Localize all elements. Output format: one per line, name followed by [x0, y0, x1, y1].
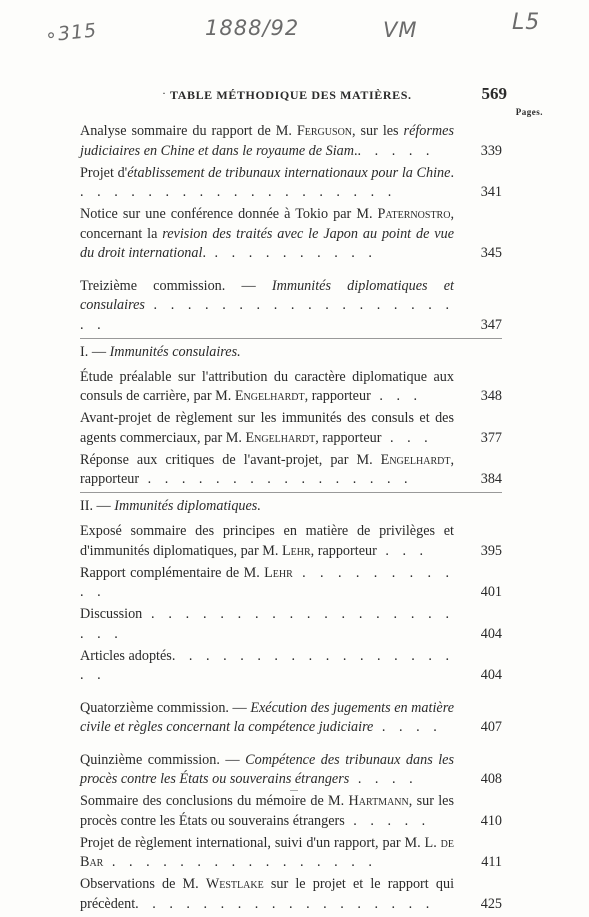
entry-page-number: 401 [480, 584, 502, 600]
entry-text-part: Engelhardt [380, 451, 451, 468]
entry-text [80, 522, 502, 561]
leader-dots: . . . . . . . . . . . . . . . . . . . [80, 647, 455, 683]
entry-page-number: 377 [480, 429, 502, 446]
section-title: Immunités diplomatiques. [114, 498, 261, 514]
entry-text-part: Westlake [205, 876, 264, 892]
toc-entry [80, 205, 502, 264]
entry-text [80, 834, 502, 873]
leader-dots: . . . . . . . . . . [205, 245, 377, 261]
toc-entry [80, 409, 502, 448]
entry-text [80, 792, 502, 831]
running-header [78, 84, 507, 108]
entry-text-part: Analyse sommaire du rapport de M. [80, 123, 297, 139]
toc-entry [80, 834, 502, 873]
leader-dots: . . . . [373, 719, 442, 735]
handwritten-note: VM [383, 18, 418, 42]
entry-text-part: Étude préalable sur l'attribution du caractère diplomatique aux consuls de carrière, par M. [80, 368, 454, 404]
leader-dots: . . . [381, 429, 433, 446]
toc-entry [80, 564, 502, 603]
toc-entry [80, 751, 502, 790]
entry-text-part: Lehr [281, 542, 311, 559]
entry-text-part: Avant-projet de règlement sur les immunités des consuls et des agents commerciaux, par M. [80, 410, 454, 446]
entry-page-number: 425 [480, 895, 502, 912]
entry-text-part: Paternostro [377, 206, 451, 222]
entry-text-part: Observations de M. [80, 876, 206, 892]
section-number: I. — [80, 343, 110, 360]
leader-dots: . . . [370, 388, 423, 404]
entry-text [80, 122, 502, 161]
entry-text-part: Quinzième commission. — [80, 751, 246, 768]
entry-text [80, 564, 502, 603]
entry-text [80, 368, 502, 407]
entry-text-part: Exécution des jugements en matière civile et règles concernant la compétence judiciaire [80, 699, 454, 735]
entry-text-part: réformes judiciaires en Chine et dans le royaume de Siam [80, 123, 454, 159]
entry-page-number: 411 [481, 854, 502, 870]
entry-page-number: 339 [480, 142, 502, 159]
bottom-mark [290, 790, 298, 791]
toc-entry [80, 368, 502, 407]
entry-text-part: Projet d' [80, 164, 128, 181]
entry-text-part: . [353, 142, 358, 159]
entry-text-part: sur le projet et le rapport qui précèdent [80, 876, 455, 912]
handwritten-note: 1888/92 [205, 16, 300, 40]
handwritten-note: ∘315 [43, 19, 99, 47]
toc-entry [80, 522, 502, 561]
entry-text-part: Immunités diplomatiques et consulaires [80, 277, 454, 313]
leader-dots: . . . . . . . . . . . [80, 564, 454, 600]
entry-page-number: 395 [480, 542, 502, 559]
entry-text-part: Discussion [80, 606, 143, 622]
toc-entry [80, 875, 502, 914]
entry-text-part: Réponse aux critiques de l'avant-projet, par M. [80, 451, 381, 468]
entry-page-number: 404 [480, 667, 502, 683]
entry-text [80, 409, 502, 448]
entry-text [80, 605, 502, 644]
section-heading [80, 497, 502, 516]
section-title: Immunités consulaires. [109, 343, 241, 360]
leader-dots: . . . . . . . . . . . . . . . . . . . . . [80, 606, 454, 642]
table-of-contents [80, 122, 502, 917]
entry-text-part: revision des traités avec le Japon au point de vue du droit international [80, 225, 454, 261]
toc-entry [80, 164, 502, 203]
page-number: 569 [481, 84, 507, 103]
leader-dots: . . . . . [357, 142, 435, 159]
entry-page-number: 408 [480, 771, 502, 787]
entry-text [80, 277, 502, 336]
toc-entry [80, 451, 502, 490]
entry-text-part: établissement de tribunaux internationaux pour la Chine [127, 164, 451, 181]
page-title: TABLE MÉTHODIQUE DES MATIÈRES. [170, 88, 412, 102]
entry-text-part: Ferguson [296, 123, 353, 139]
entry-text-part: , rapporteur [80, 451, 454, 487]
entry-page-number: 407 [480, 719, 502, 735]
entry-text-part: , rapporteur [315, 429, 382, 446]
entry-text-part: , concernant la [80, 206, 454, 242]
entry-text-part: Notice sur une conférence donnée à Tokio par M. [80, 206, 378, 222]
toc-entry [80, 792, 502, 831]
toc-entry [80, 605, 502, 644]
entry-text-part: , sur les [352, 123, 404, 139]
leader-dots: . . . . . . . . . . . . . . . . [139, 471, 413, 487]
section-rule [80, 338, 502, 339]
leader-dots: . . . . . . . . . . . . . . . . [103, 854, 377, 870]
entry-text-part: Treizième commission. — [80, 277, 272, 294]
toc-entry [80, 277, 502, 336]
entry-text [80, 164, 502, 203]
pages-column-label: Pages. [515, 107, 543, 117]
entry-text-part: . [450, 164, 454, 181]
leader-dots: . . . . . . . . . . . . . . . . . . . . [80, 297, 454, 333]
entry-text-part: , rapporteur [304, 388, 371, 404]
entry-text [80, 699, 502, 738]
entry-text [80, 751, 502, 790]
toc-entry [80, 699, 502, 738]
entry-text [80, 205, 502, 264]
leader-dots: . . . . . . . . . . . . . . . . . . . [80, 184, 397, 200]
entry-page-number: 347 [480, 316, 502, 333]
entry-page-number: 341 [480, 184, 502, 200]
entry-text [80, 875, 502, 914]
entry-page-number: 410 [480, 812, 502, 829]
entry-text-part: Quatorzième commission. — [80, 699, 251, 716]
leader-dots: . . . . [349, 771, 418, 787]
leader-dots: . . . . . . . . . . . . . . . . . . [135, 895, 435, 912]
entry-text-part: Engelhardt [245, 429, 316, 446]
section-heading [80, 343, 502, 362]
leader-dots: . . . [376, 542, 429, 559]
entry-text-part: , sur les procès contre les États ou souverains étrangers [80, 793, 454, 829]
entry-text-part: Sommaire des conclusions du mémoire de M. [80, 793, 349, 809]
entry-text-part: Compétence des tribunaux dans les procès contre les États ou souverains étrangers [80, 751, 455, 787]
toc-entry [80, 122, 502, 161]
toc-entry [80, 647, 502, 686]
entry-text-part: Hartmann [348, 793, 409, 809]
section-number: II. — [80, 498, 115, 514]
entry-text-part: Exposé sommaire des principes en matière de privilèges et d'immunités diplomatiques, par M. [80, 523, 454, 559]
handwritten-note: L5 [512, 10, 541, 35]
leader-dots: . . . . . [344, 812, 431, 829]
entry-text [80, 451, 502, 490]
entry-page-number: 384 [480, 471, 502, 487]
header-ornament: · [162, 86, 166, 100]
entry-text-part: Lehr [264, 564, 293, 581]
entry-text-part: . [202, 245, 206, 261]
entry-text [80, 647, 502, 686]
entry-text-part: , rapporteur [310, 542, 377, 559]
entry-text-part: Rapport complémentaire de M. [80, 564, 265, 581]
entry-text-part: de Bar [80, 834, 454, 870]
entry-text-part: Projet de règlement international, suivi d'un rapport, par M. L. [80, 834, 441, 851]
entry-page-number: 348 [480, 388, 502, 404]
entry-page-number: 345 [480, 245, 502, 261]
section-rule [80, 492, 502, 493]
entry-text-part: Engelhardt [234, 388, 305, 404]
entry-text-part: Articles adoptés [80, 647, 172, 664]
entry-page-number: 404 [480, 625, 502, 642]
